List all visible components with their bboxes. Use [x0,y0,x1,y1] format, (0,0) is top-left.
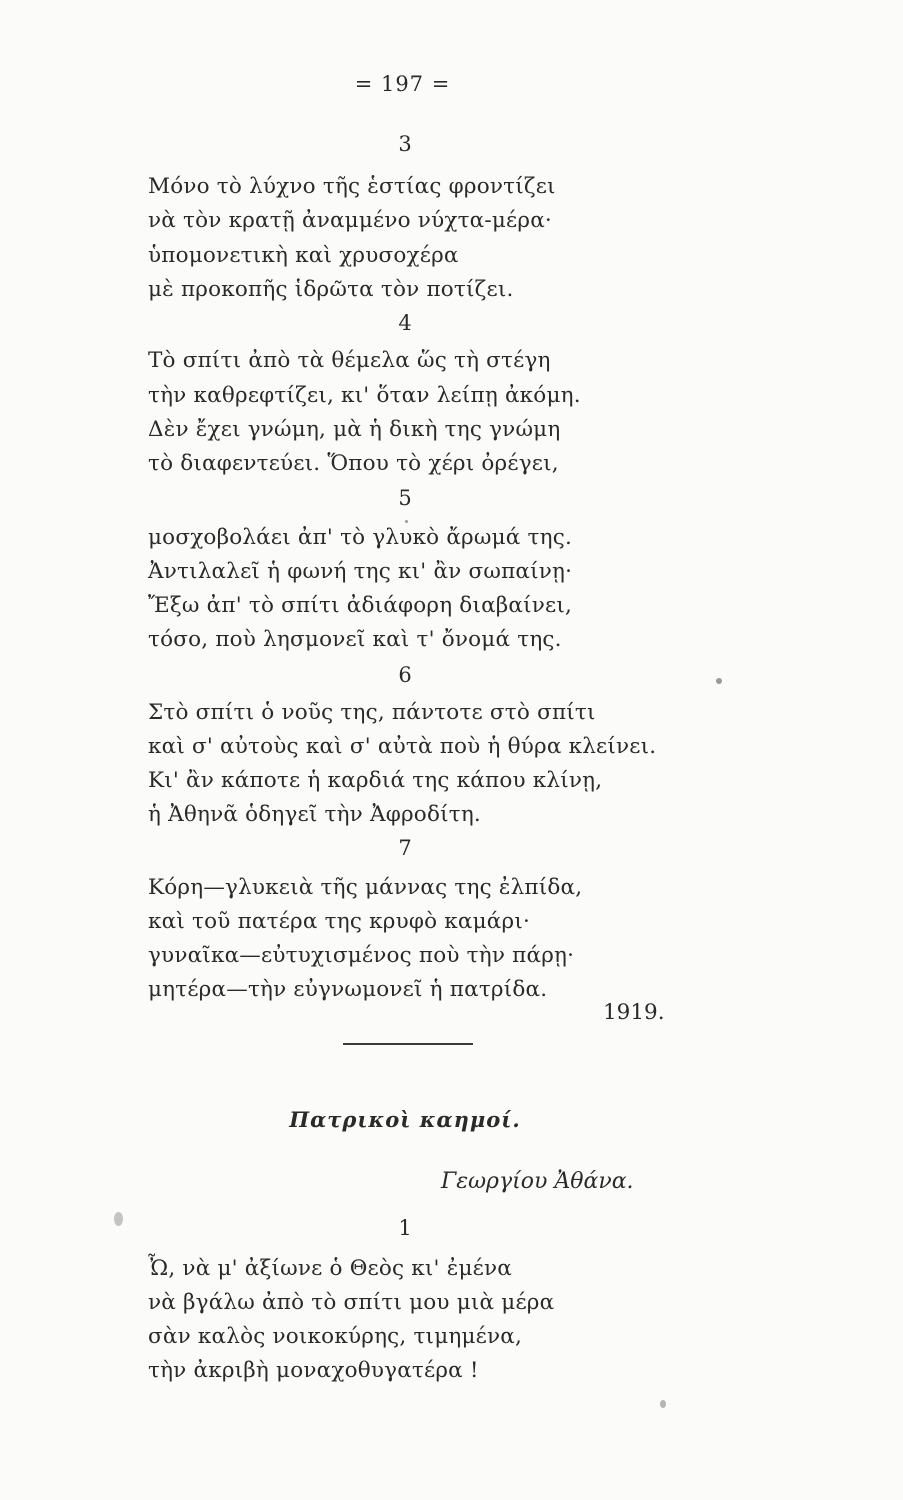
verse-line: Ὦ, νὰ μ' ἀξίωνε ὁ Θεὸς κι' ἐμένα [148,1256,512,1281]
verse-line: τὴν ἀκριβὴ μοναχοθυγατέρα ! [148,1358,479,1383]
verse-line: καὶ τοῦ πατέρα της κρυφὸ καμάρι· [148,909,531,934]
verse-line: σὰν καλὸς νοικοκύρης, τιμημένα, [148,1324,522,1349]
section-divider [343,1043,473,1045]
verse-line: μὲ προκοπῆς ἱδρῶτα τὸν ποτίζει. [148,277,514,302]
stanza-number: 5 [398,486,412,510]
scan-speck [660,1400,666,1408]
verse-line: Στὸ σπίτι ὁ νοῦς της, πάντοτε στὸ σπίτι [148,700,596,725]
verse-line: νὰ τὸν κρατῇ ἀναμμένο νύχτα-μέρα· [148,208,552,233]
verse-line: ἡ Ἀθηνᾶ ὁδηγεῖ τὴν Ἀφροδίτη. [148,802,481,827]
stanza-number: 1 [398,1216,412,1240]
verse-line: Τὸ σπίτι ἀπὸ τὰ θέμελα ὥς τὴ στέγη [148,348,551,373]
scan-speck [405,520,408,523]
scan-speck [716,678,722,684]
verse-line: Ἀντιλαλεῖ ἡ φωνή της κι' ἂν σωπαίνῃ· [148,559,573,584]
verse-line: μοσχοβολάει ἀπ' τὸ γλυκὸ ἄρωμά της. [148,525,572,550]
verse-line: νὰ βγάλω ἀπὸ τὸ σπίτι μου μιὰ μέρα [148,1290,555,1315]
stanza-number: 3 [398,132,412,156]
verse-line: Κι' ἂν κάποτε ἡ καρδιά της κάπου κλίνῃ, [148,768,603,793]
stanza-number: 7 [398,836,412,860]
poem-title: Πατρικοὶ καημοί. [289,1107,521,1132]
verse-line: καὶ σ' αὐτοὺς καὶ σ' αὐτὰ ποὺ ἡ θύρα κλείνει. [148,734,657,759]
verse-line: γυναῖκα—εὐτυχισμένος ποὺ τὴν πάρῃ· [148,943,575,968]
verse-line: Μόνο τὸ λύχνο τῆς ἑστίας φροντίζει [148,174,556,199]
poem-date: 1919. [603,1000,665,1025]
verse-line: τόσο, ποὺ λησμονεῖ καὶ τ' ὄνομά της. [148,627,562,652]
verse-line: Κόρη—γλυκειὰ τῆς μάννας της ἐλπίδα, [148,875,583,900]
stanza-number: 6 [398,663,412,687]
poem-author: Γεωργίου Ἀθάνα. [441,1169,634,1194]
verse-line: τὴν καθρεφτίζει, κι' ὅταν λείπῃ ἀκόμη. [148,383,581,408]
verse-line: ὑπομονετικὴ καὶ χρυσοχέρα [148,243,459,268]
verse-line: μητέρα—τὴν εὐγνωμονεῖ ἡ πατρίδα. [148,977,548,1002]
verse-line: Δὲν ἔχει γνώμη, μὰ ἡ δικὴ της γνώμη [148,417,561,442]
scan-speck [114,1212,123,1226]
stanza-number: 4 [398,311,412,335]
page-number: = 197 = [354,72,451,96]
verse-line: Ἔξω ἀπ' τὸ σπίτι ἀδιάφορη διαβαίνει, [148,593,573,618]
verse-line: τὸ διαφεντεύει. Ὅπου τὸ χέρι ὀρέγει, [148,451,559,476]
